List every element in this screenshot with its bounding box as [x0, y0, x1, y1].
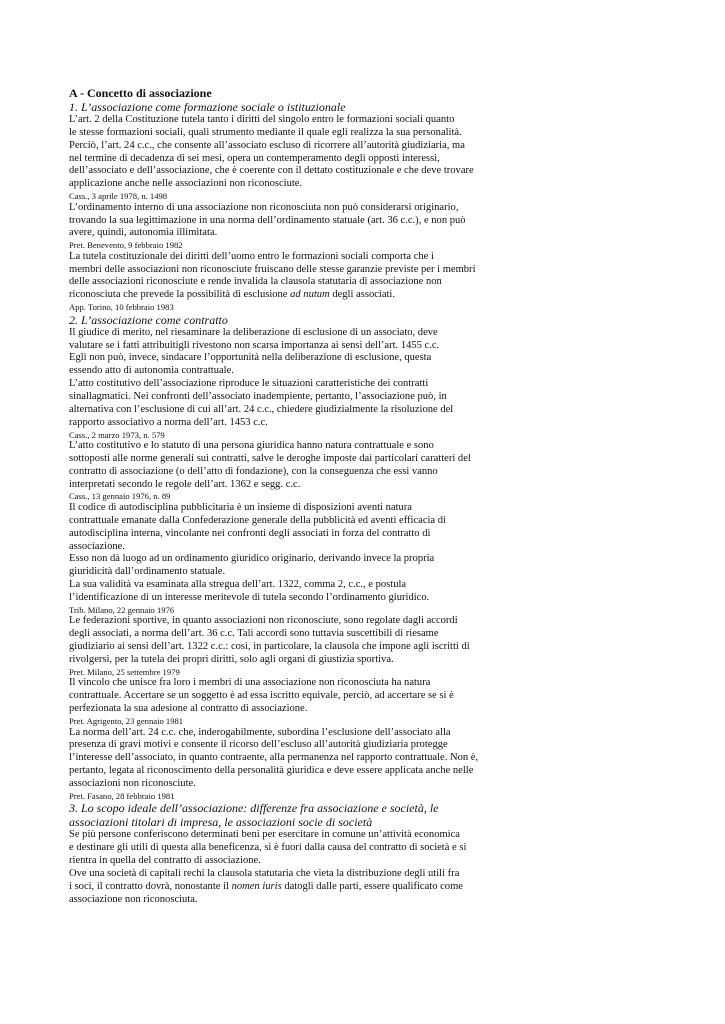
paragraph: [69, 440, 669, 491]
text-line: Se più persone conferiscono determinati beni per esercitare in comune un’attività economica: [69, 829, 460, 841]
text-line: associazione non riconosciuta.: [69, 893, 198, 905]
text-line: Pret. Agrigento, 23 gennaio 1981: [69, 715, 184, 726]
text-line: applicazione anche nelle associazioni non riconosciute.: [69, 178, 303, 190]
paragraph: [69, 829, 669, 880]
paragraph: [69, 677, 669, 716]
case-citation: [69, 240, 669, 251]
text-line: sottoposti alle norme generali sui contratti, salve le deroghe imposte dai particolari caratteri del: [69, 452, 471, 464]
subsection-heading: [69, 100, 669, 114]
text-line: l’identificazione di un interesse meritevole di tutela secondo l’ordinamento giuridico.: [69, 591, 430, 603]
text-line: associazioni non riconosciute.: [69, 777, 196, 789]
paragraph: [69, 894, 669, 907]
text-line: Il giudice di merito, nel riesaminare la deliberazione di esclusione di un associato, deve: [69, 326, 438, 338]
text-line: associazione.: [69, 540, 125, 552]
text-line: 3. Lo scopo ideale dell’associazione: differenze fra associazione e società, le: [69, 801, 439, 816]
text-line: membri delle associazioni non riconosciute fruiscano delle stesse garanzie previste per i membri: [69, 263, 476, 275]
paragraph: [69, 327, 669, 430]
paragraph: [69, 502, 669, 605]
text-line: avere, quindi, autonomia illimitata.: [69, 227, 218, 239]
text-line: dell’associato e dell’associazione, che è coerente con il dettato costituzionale e che deve trovare: [69, 165, 474, 177]
text-line: App. Torino, 10 febbraio 1983: [69, 302, 174, 313]
text-line: Pret. Milano, 25 settembre 1979: [69, 666, 180, 677]
paragraph: [69, 289, 669, 302]
text-line: Le federazioni sportive, in quanto associazioni non riconosciute, sono regolate dagli accordi: [69, 615, 458, 627]
text-line: interpretati secondo le regole dell’art. 1362 e segg. c.c.: [69, 478, 301, 490]
paragraph: [69, 202, 669, 241]
text-line: L’atto costitutivo e lo statuto di una persona giuridica hanno natura contrattuale e sono: [69, 440, 434, 452]
text-line: Cass., 2 marzo 1973, n. 579: [69, 429, 165, 440]
case-citation: [69, 430, 669, 441]
text-line: valutare se i fatti attribuitigli rivestono non scarsa importanza ai sensi dell’art. 1455 c.c.: [69, 339, 440, 351]
text-line: A - Concetto di associazione: [69, 86, 212, 100]
text-line: e destinare gli utili di questa alla beneficenza, si è fuori dalla causa del contratto di società e si: [69, 842, 467, 854]
text-line: Perciò, l’art. 24 c.c., che consente all’associato escluso di ricorrere all’autorità giudiziaria, ma: [69, 139, 465, 151]
section-heading: [69, 86, 669, 100]
case-citation: [69, 791, 669, 802]
case-citation: [69, 605, 669, 616]
text-line: autodisciplina interna, vincolante nei confronti degli associati in forza del contratto di: [69, 527, 431, 539]
text-line: 1. L’associazione come formazione sociale o istituzionale: [69, 100, 346, 114]
text-line: La norma dell’art. 24 c.c. che, inderogabilmente, subordina l’esclusione dell’associato alla: [69, 726, 451, 738]
text-line: rapporto associativo a norma dell’art. 1453 c.c.: [69, 416, 268, 428]
italic-term: ad nutum: [290, 289, 330, 301]
text-line: Pret. Fasano, 28 febbraio 1981: [69, 790, 175, 801]
text-line: [69, 881, 669, 894]
text-line: Esso non dà luogo ad un ordinamento giuridico originario, derivando invece la propria: [69, 553, 435, 565]
text-run: degli associati.: [329, 289, 396, 301]
text-line: Cass., 13 gennaio 1976, n. 89: [69, 491, 171, 502]
text-line: La tutela costituzionale dei diritti dell’uomo entro le formazioni sociali comporta che i: [69, 250, 434, 262]
subsection-heading: [69, 313, 669, 327]
text-run: i soci, il contratto dovrà, nonostante il: [69, 880, 232, 892]
text-line: degli associati, a norma dell’art. 36 c.c. Tali accordi sono tuttavia suscettibili di riesame: [69, 628, 439, 640]
text-run: datogli dalle parti, essere qualificato come: [281, 880, 463, 892]
text-line: contrattuale. Accertare se un soggetto è ad essa iscritto equivale, perciò, ad accertare se si è: [69, 690, 454, 702]
paragraph: [69, 727, 669, 791]
text-run: riconosciuta che prevede la possibilità di esclusione: [69, 289, 291, 301]
case-citation: [69, 667, 669, 678]
paragraph: [69, 114, 669, 191]
text-line: perfezionata la sua adesione al contratto di associazione.: [69, 703, 308, 715]
text-line: giudiziario ai sensi dell’art. 1322 c.c.: così, in particolare, la clausola che impone agli iscritti di: [69, 641, 470, 653]
paragraph: [69, 615, 669, 666]
case-citation: [69, 191, 669, 202]
text-line: trovando la sua legittimazione in una norma dell’ordinamento statuale (art. 36 c.c.), e non può: [69, 214, 466, 226]
text-line: Ove una società di capitali rechi la clausola statutaria che vieta la distribuzione degli utili fra: [69, 867, 460, 879]
text-line: L’ordinamento interno di una associazione non riconosciuta non può considerarsi originario,: [69, 201, 459, 213]
text-line: 2. L’associazione come contratto: [69, 312, 228, 327]
case-citation: [69, 716, 669, 727]
text-line: alternativa con l’esclusione di cui all’art. 24 c.c., chiedere giudizialmente la risoluzione del: [69, 403, 454, 415]
text-line: contratto di associazione (o dell’atto di fondazione), con la conseguenza che essi vanno: [69, 465, 438, 477]
text-line: rientra in quella del contratto di associazione.: [69, 855, 261, 866]
text-line: Pret. Benevento, 9 febbraio 1982: [69, 240, 183, 251]
text-line: delle associazioni riconosciute e rende invalida la clausola statutaria di associazione non: [69, 276, 442, 288]
text-line: contrattuale emanate dalla Confederazione generale della pubblicità ed aventi efficacia di: [69, 514, 446, 526]
text-line: Il codice di autodisciplina pubblicitaria è un insieme di disposizioni aventi natura: [69, 502, 412, 514]
text-line: sinallagmatici. Nei confronti dell’associato inadempiente, pertanto, l’associazione può, in: [69, 390, 447, 402]
text-line: essendo atto di autonomia contrattuale.: [69, 365, 234, 377]
text-line: associazioni titolari di impresa, le associazioni socie di società: [69, 815, 373, 830]
text-line: L’atto costitutivo dell’associazione riproduce le situazioni caratteristiche dei contratti: [69, 378, 429, 390]
text-line: pertanto, legata al riconoscimento della personalità giuridica e deve essere applicata anche nelle: [69, 765, 474, 777]
paragraph: [69, 881, 669, 894]
text-line: rivolgersi, per la tutela dei propri diritti, solo agli organi di giustizia sportiva.: [69, 653, 394, 665]
paragraph: [69, 251, 669, 290]
case-citation: [69, 491, 669, 502]
text-line: le stesse formazioni sociali, quali strumento mediante il quale egli realizza la sua personalità.: [69, 126, 462, 138]
text-line: Il vincolo che unisce fra loro i membri di una associazione non riconosciuta ha natura: [69, 677, 431, 689]
text-line: La sua validità va esaminata alla stregua dell’art. 1322, comma 2, c.c., e postula: [69, 579, 407, 591]
document-page: [69, 86, 669, 906]
text-line: Trib. Milano, 22 gennaio 1976: [69, 604, 175, 615]
text-line: l’interesse dell’associato, in quanto contraente, alla permanenza nel rapporto contrattuale. Non è,: [69, 752, 479, 764]
text-line: giuridicità dall’ordinamento statuale.: [69, 566, 226, 578]
italic-term: nomen iuris: [231, 880, 282, 892]
text-line: presenza di gravi motivi e consente il ricorso dell’escluso all’autorità giudiziaria protegge: [69, 739, 448, 751]
case-citation: [69, 302, 669, 313]
text-line: L’art. 2 della Costituzione tutela tanto i diritti del singolo entro le formazioni sociali quanto: [69, 114, 455, 125]
subsection-heading: [69, 801, 669, 829]
text-line: Egli non può, invece, sindacare l’opportunità nella deliberazione di esclusione, questa: [69, 352, 432, 364]
text-line: nel termine di decadenza di sei mesi, opera un contemperamento degli opposti interessi,: [69, 152, 440, 164]
text-line: Cass., 3 aprile 1978, n. 1498: [69, 191, 168, 202]
text-line: [69, 289, 669, 302]
